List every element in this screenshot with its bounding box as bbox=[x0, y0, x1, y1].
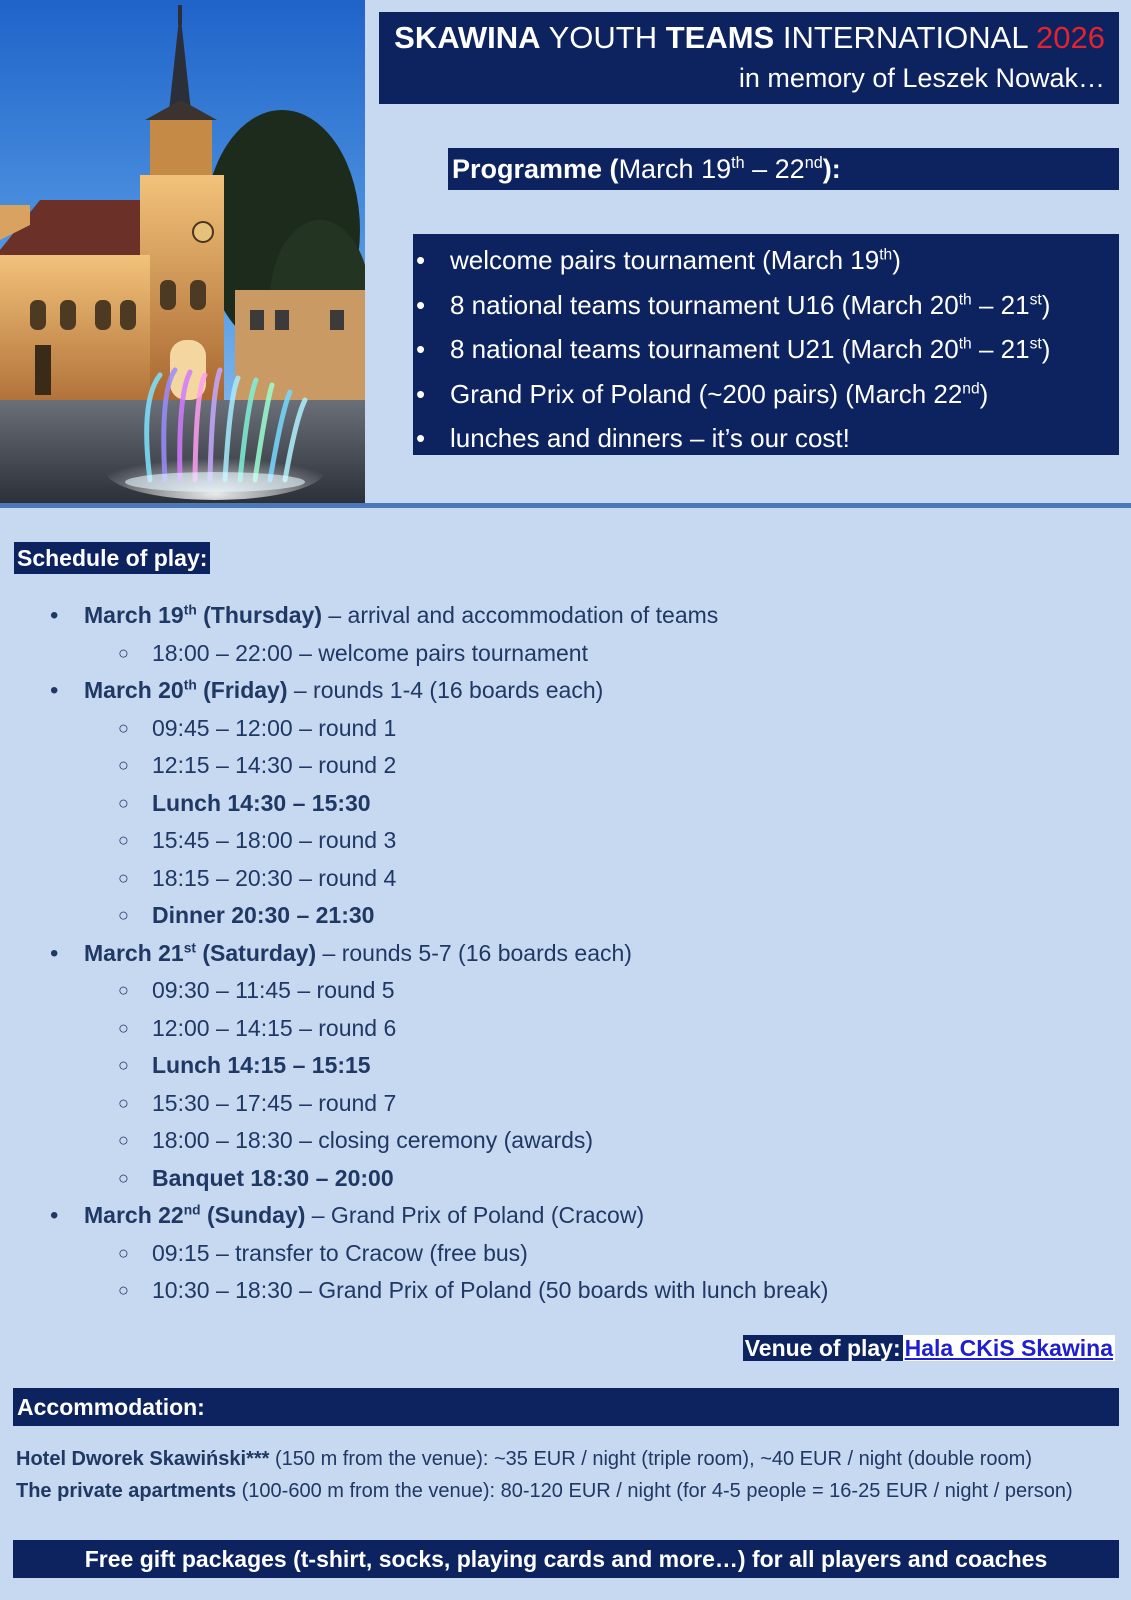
day-description: – rounds 5-7 (16 boards each) bbox=[316, 939, 632, 966]
accommodation-hotel bbox=[16, 1444, 1032, 1474]
day-weekday: (Friday) bbox=[196, 677, 288, 703]
programme-item-tail: ) bbox=[979, 378, 989, 409]
programme-item bbox=[413, 327, 1119, 372]
programme-item-tail: ) bbox=[892, 245, 901, 275]
schedule-item: ○ 12:00 – 14:15 – round 6 bbox=[0, 1010, 1131, 1048]
programme-item-sup: th bbox=[958, 290, 972, 308]
accommodation-name: Hotel Dworek Skawiński*** bbox=[16, 1448, 270, 1470]
schedule-item-meal: ○ Dinner 20:30 – 21:30 bbox=[0, 897, 1131, 935]
day-date-sup: st bbox=[183, 939, 196, 955]
title-part-youth: YOUTH bbox=[540, 20, 666, 55]
event-subtitle: in memory of Leszek Nowak… bbox=[738, 63, 1105, 93]
programme-item-sup2: st bbox=[1029, 290, 1042, 308]
day-weekday: (Saturday) bbox=[196, 939, 317, 966]
accommodation-heading: Accommodation: bbox=[13, 1388, 1119, 1426]
programme-item-tail: – 21 bbox=[971, 289, 1030, 320]
accommodation-name: The private apartments bbox=[16, 1480, 237, 1502]
programme-item-sup: th bbox=[958, 335, 972, 353]
schedule-item: ○ 18:00 – 22:00 – welcome pairs tournament bbox=[0, 635, 1131, 673]
schedule-item-meal: ○ Banquet 18:30 – 20:00 bbox=[0, 1160, 1131, 1198]
programme-heading-sup-end: nd bbox=[804, 154, 823, 172]
title-part-international: INTERNATIONAL bbox=[774, 20, 1037, 55]
programme-item-text: Grand Prix of Poland (~200 pairs) (March 22 bbox=[450, 378, 963, 409]
schedule-item: ○ 18:15 – 20:30 – round 4 bbox=[0, 860, 1131, 898]
day-description: – Grand Prix of Poland (Cracow) bbox=[305, 1202, 645, 1228]
day-date-sup: th bbox=[183, 677, 197, 693]
event-title bbox=[393, 16, 1105, 60]
day-date: March 20 bbox=[84, 677, 184, 703]
schedule-list bbox=[0, 597, 1131, 1310]
schedule-item: ○ 09:45 – 12:00 – round 1 bbox=[0, 710, 1131, 748]
programme-item-sup: nd bbox=[962, 379, 980, 397]
programme-item bbox=[413, 283, 1119, 328]
programme-list bbox=[413, 234, 1119, 455]
programme-heading-sup-start: th bbox=[731, 154, 745, 172]
day-date: March 22 bbox=[84, 1202, 184, 1228]
accommodation-detail: (150 m from the venue): ~35 EUR / night (triple room), ~40 EUR / night (double room) bbox=[269, 1448, 1032, 1470]
programme-heading-date-start: March 19 bbox=[618, 154, 732, 184]
programme-item bbox=[413, 238, 1119, 283]
venue-line bbox=[743, 1332, 1115, 1364]
programme-item-sup: th bbox=[879, 246, 893, 264]
accommodation-apartments bbox=[16, 1476, 1073, 1506]
programme-heading-close: ): bbox=[822, 154, 841, 184]
programme-item bbox=[413, 416, 1119, 461]
programme-item-tail2: ) bbox=[1041, 289, 1051, 320]
schedule-heading: Schedule of play: bbox=[14, 542, 210, 574]
day-date-sup: th bbox=[183, 602, 197, 618]
programme-item-text: 8 national teams tournament U16 (March 20 bbox=[450, 289, 959, 320]
accommodation-detail: (100-600 m from the venue): 80-120 EUR / night (for 4-5 people = 16-25 EUR / night / person) bbox=[236, 1480, 1073, 1502]
programme-item-text: welcome pairs tournament (March 19 bbox=[450, 245, 880, 275]
programme-item-text: lunches and dinners – it’s our cost! bbox=[450, 423, 850, 453]
town-hall-photo bbox=[0, 0, 365, 503]
day-date: March 19 bbox=[84, 602, 184, 628]
schedule-item: ○ 12:15 – 14:30 – round 2 bbox=[0, 747, 1131, 785]
venue-label: Venue of play: bbox=[744, 1335, 901, 1361]
venue-link[interactable]: Hala CKiS Skawina bbox=[904, 1335, 1113, 1361]
schedule-item: ○ 18:00 – 18:30 – closing ceremony (awards) bbox=[0, 1122, 1131, 1160]
programme-item-sup2: st bbox=[1029, 335, 1042, 353]
day-weekday: (Sunday) bbox=[200, 1202, 306, 1228]
schedule-day bbox=[0, 935, 1131, 973]
schedule-item: ○ 15:30 – 17:45 – round 7 bbox=[0, 1085, 1131, 1123]
day-description: – arrival and accommodation of teams bbox=[321, 602, 719, 628]
programme-heading bbox=[448, 148, 1119, 190]
schedule-item-meal: ○ Lunch 14:15 – 15:15 bbox=[0, 1047, 1131, 1085]
programme-item-text: 8 national teams tournament U21 (March 20 bbox=[450, 334, 959, 364]
schedule-item-meal: ○ Lunch 14:30 – 15:30 bbox=[0, 785, 1131, 823]
gift-banner: Free gift packages (t-shirt, socks, playing cards and more…) for all players and coaches bbox=[13, 1540, 1119, 1578]
day-date: March 21 bbox=[84, 939, 184, 966]
schedule-item: ○ 09:30 – 11:45 – round 5 bbox=[0, 972, 1131, 1010]
programme-heading-date-end: – 22 bbox=[744, 154, 805, 184]
schedule-day bbox=[0, 597, 1131, 635]
schedule-item: ○ 09:15 – transfer to Cracow (free bus) bbox=[0, 1235, 1131, 1273]
programme-item bbox=[413, 372, 1119, 417]
day-weekday: (Thursday) bbox=[196, 602, 322, 628]
section-divider bbox=[0, 503, 1131, 508]
schedule-day bbox=[0, 672, 1131, 710]
schedule-item: ○ 15:45 – 18:00 – round 3 bbox=[0, 822, 1131, 860]
day-description: – rounds 1-4 (16 boards each) bbox=[287, 677, 604, 703]
title-banner bbox=[379, 12, 1119, 104]
schedule-item: ○ 10:30 – 18:30 – Grand Prix of Poland (50 boards with lunch break) bbox=[0, 1272, 1131, 1310]
title-part-skawina: SKAWINA bbox=[394, 20, 541, 55]
day-date-sup: nd bbox=[183, 1202, 201, 1218]
title-part-teams: TEAMS bbox=[665, 20, 775, 55]
programme-item-tail2: ) bbox=[1041, 334, 1051, 364]
programme-item-tail: – 21 bbox=[971, 334, 1030, 364]
schedule-day bbox=[0, 1197, 1131, 1235]
title-year: 2026 bbox=[1036, 20, 1105, 55]
programme-heading-label: Programme ( bbox=[452, 154, 619, 184]
